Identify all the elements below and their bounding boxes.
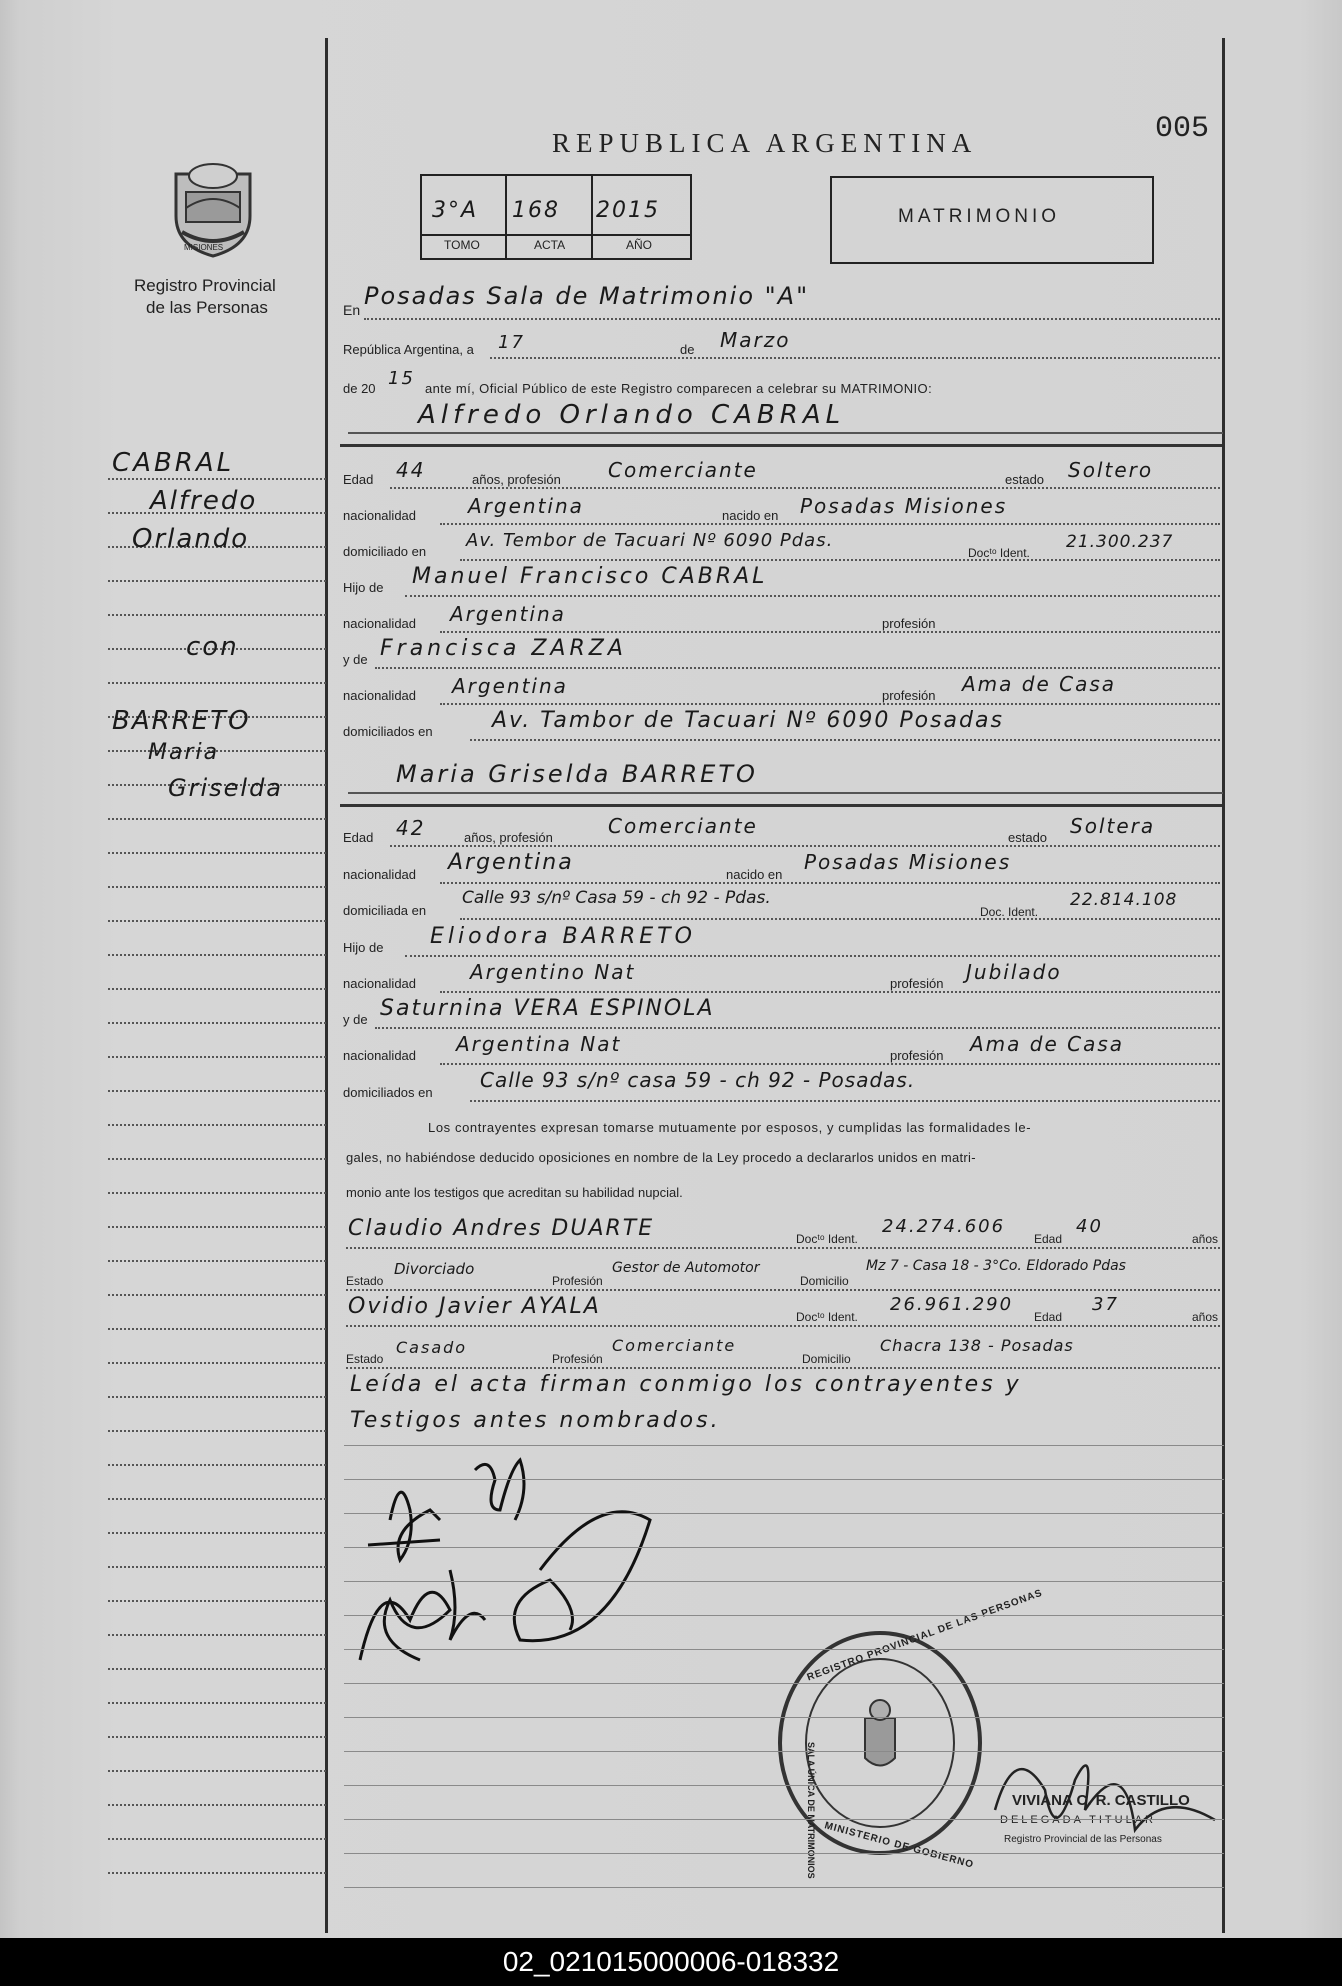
ledger-line [108, 1158, 326, 1160]
ledger-line [108, 682, 326, 684]
groom-father: Manuel Francisco CABRAL [412, 564, 768, 589]
left-margin-rule [325, 38, 328, 1933]
place-dots [364, 318, 1220, 320]
witness1-doc: 24.274.606 [882, 1216, 1006, 1237]
bride-name-heading: Maria Griselda BARRETO [396, 760, 758, 788]
witness1-edad-label: Edad [1034, 1232, 1063, 1246]
official-title: DELEGADA TITULAR [1000, 1814, 1156, 1826]
groom-edad-label: Edad [343, 472, 374, 487]
row-dots [375, 667, 1220, 669]
date-dots [490, 357, 1220, 359]
bride-dom-label: domiciliada en [343, 903, 427, 918]
witness2-anos-label: años [1192, 1310, 1219, 1324]
official-name: VIVIANA C. R. CASTILLO [1012, 1792, 1190, 1809]
bride-father-prof-label: profesión [890, 976, 944, 991]
groom-mother-prof-label: profesión [882, 688, 936, 703]
ledger-line [108, 1498, 326, 1500]
ledger-line [108, 852, 326, 854]
statement: ante mí, Oficial Público de este Registro comparecen a celebrar su MATRIMONIO: [425, 381, 933, 396]
bride-anos-prof-label: años, profesión [464, 830, 553, 845]
ledger-line [108, 818, 326, 820]
margin-groom-first: Alfredo [150, 486, 258, 516]
groom-name-underline [348, 432, 1223, 434]
tomo-label: TOMO [444, 238, 480, 252]
row-dots [346, 1367, 1220, 1369]
witness1-estado: Divorciado [394, 1260, 475, 1278]
ano-label: AÑO [626, 238, 653, 252]
row-dots [440, 991, 1220, 993]
row-dots [390, 845, 1220, 847]
bride-hijo-label: Hijo de [343, 940, 384, 955]
ruled-line [344, 1649, 1224, 1650]
bride-mother-nac-label: nacionalidad [343, 1048, 417, 1063]
witness2-estado: Casado [396, 1338, 468, 1357]
witness1-name: Claudio Andres DUARTE [348, 1216, 655, 1241]
ledger-line [108, 1770, 326, 1772]
witness1-prof-label: Profesión [552, 1274, 603, 1288]
tomo-value: 3°A [432, 198, 479, 223]
margin-con: con [186, 632, 239, 662]
ledger-line [108, 1464, 326, 1466]
row-dots [405, 595, 1220, 597]
ledger-line [108, 1328, 326, 1330]
ledger-line [108, 1226, 326, 1228]
witness2-address: Chacra 138 - Posadas [880, 1336, 1074, 1355]
ledger-line [108, 886, 326, 888]
witness2-edad-label: Edad [1034, 1310, 1063, 1324]
document-id-bar [0, 1938, 1342, 1986]
groom-anos-prof-label: años, profesión [472, 472, 561, 487]
bride-mother-profession: Ama de Casa [970, 1032, 1125, 1056]
witness2-age: 37 [1092, 1294, 1119, 1315]
ceremony-place: Posadas Sala de Matrimonio "A" [364, 282, 810, 310]
ledger-line [108, 1634, 326, 1636]
groom-mother-nac-label: nacionalidad [343, 688, 417, 703]
closing-line1: Leída el acta firman conmigo los contrayentes y [350, 1372, 1022, 1397]
groom-estado: Soltero [1068, 458, 1154, 482]
witness2-name: Ovidio Javier AYALA [348, 1294, 601, 1319]
year-prefix: de 20 [343, 381, 376, 396]
ledger-line [108, 954, 326, 956]
document-id: 02_021015000006-018332 [502, 1946, 840, 1977]
en-label: En [343, 302, 361, 318]
official-signature [985, 1720, 1225, 1860]
ledger-line [108, 1362, 326, 1364]
signatures-graphic [350, 1450, 670, 1680]
bride-father-nac-label: nacionalidad [343, 976, 417, 991]
ruled-line [344, 1887, 1224, 1888]
ledger-line [108, 1532, 326, 1534]
groom-father-prof-label: profesión [882, 616, 936, 631]
row-dots [470, 739, 1220, 741]
ruled-line [344, 1751, 1224, 1752]
witness2-doc-label: Docᵗᵒ Ident. [796, 1310, 858, 1324]
groom-profession: Comerciante [608, 458, 758, 482]
section-separator [340, 444, 1222, 447]
ruled-line [344, 1717, 1224, 1718]
groom-name-intro: Alfredo Orlando CABRAL [418, 400, 846, 430]
row-dots [440, 703, 1220, 705]
ledger-line [108, 988, 326, 990]
ruled-line [344, 1581, 1224, 1582]
stamp-bottom-text: MINISTERIO DE GOBIERNO [823, 1820, 976, 1871]
ledger-line [108, 1804, 326, 1806]
registry-name: Registro Provincial [134, 276, 276, 295]
bride-estado-label: estado [1008, 830, 1048, 845]
row-dots [346, 1325, 1220, 1327]
ceremony-day: 17 [498, 332, 525, 353]
folio-number: 005 [1155, 112, 1210, 146]
groom-mother-profession: Ama de Casa [962, 672, 1117, 696]
groom-doms-label: domiciliados en [343, 724, 433, 739]
ledger-line [108, 1566, 326, 1568]
groom-nacido-label: nacido en [722, 508, 779, 523]
acta-label: ACTA [534, 238, 566, 252]
section-separator [340, 804, 1222, 807]
witness1-estado-label: Estado [346, 1274, 384, 1288]
groom-hijo-label: Hijo de [343, 580, 384, 595]
witness1-age: 40 [1076, 1216, 1103, 1237]
ledger-line [108, 1668, 326, 1670]
bride-estado: Soltera [1070, 814, 1156, 838]
witness1-profession: Gestor de Automotor [612, 1260, 760, 1276]
formal-text-line3: monio ante los testigos que acreditan su habilidad nupcial. [346, 1185, 683, 1200]
row-dots [440, 523, 1220, 525]
ledger-line [108, 1702, 326, 1704]
official-office: Registro Provincial de las Personas [1004, 1834, 1162, 1845]
stamp-outer-text: REGISTRO PROVINCIAL DE LAS PERSONAS [805, 1587, 1045, 1684]
ledger-line [108, 1396, 326, 1398]
ledger-line [108, 1260, 326, 1262]
bride-doc: 22.814.108 [1070, 890, 1178, 910]
stamp-inner-text: SALA ÚNICA DE MATRIMONIOS [806, 1742, 816, 1879]
acta-value: 168 [512, 198, 560, 223]
ruled-line [344, 1615, 1224, 1616]
bride-nacido-label: nacido en [726, 867, 783, 882]
margin-groom-middle: Orlando [132, 524, 250, 554]
bride-parents-address: Calle 93 s/nº casa 59 - ch 92 - Posadas. [480, 1068, 916, 1092]
ledger-line [108, 580, 326, 582]
bride-mother-nationality: Argentina Nat [456, 1032, 622, 1056]
ref-divider [505, 174, 507, 258]
margin-groom-surname: CABRAL [112, 448, 235, 478]
witness2-prof-label: Profesión [552, 1352, 603, 1366]
groom-birthplace: Posadas Misiones [800, 494, 1008, 518]
witness1-address: Mz 7 - Casa 18 - 3°Co. Eldorado Pdas [866, 1258, 1126, 1274]
bride-father: Eliodora BARRETO [430, 924, 696, 949]
ledger-line [108, 1124, 326, 1126]
bride-nac-label: nacionalidad [343, 867, 417, 882]
bride-birthplace: Posadas Misiones [804, 850, 1012, 874]
bride-mother-prof-label: profesión [890, 1048, 944, 1063]
row-dots [460, 918, 1220, 920]
row-dots [440, 1063, 1220, 1065]
bride-name-underline [348, 792, 1223, 794]
ref-divider [591, 174, 593, 258]
bride-father-nationality: Argentino Nat [470, 960, 636, 984]
year-suffix: 15 [388, 368, 415, 389]
groom-doc-label: Docᵗᵒ Ident. [968, 546, 1030, 560]
groom-mother-nationality: Argentina [452, 674, 568, 698]
row-dots [440, 882, 1220, 884]
record-type: MATRIMONIO [898, 206, 1061, 227]
ledger-line [108, 1090, 326, 1092]
ceremony-month: Marzo [720, 328, 791, 352]
margin-bride-surname: BARRETO [112, 706, 251, 736]
ruled-line [344, 1513, 1224, 1514]
ruled-line [344, 1853, 1224, 1854]
bride-address: Calle 93 s/nº Casa 59 - ch 92 - Pdas. [462, 888, 771, 908]
bride-nationality: Argentina [448, 850, 574, 875]
witness1-doc-label: Docᵗᵒ Ident. [796, 1232, 858, 1246]
ledger-line [108, 1056, 326, 1058]
groom-address: Av. Tembor de Tacuari Nº 6090 Pdas. [466, 530, 834, 551]
row-dots [440, 631, 1220, 633]
de-label: de [680, 342, 695, 357]
bride-father-profession: Jubilado [966, 960, 1062, 984]
bride-doms-label: domiciliados en [343, 1085, 433, 1100]
bride-doc-label: Doc. Ident. [980, 905, 1039, 919]
margin-bride-middle: Griselda [168, 774, 284, 802]
ledger-line [108, 1192, 326, 1194]
ref-divider [420, 234, 690, 236]
witness2-profession: Comerciante [612, 1336, 737, 1355]
ruled-line [344, 1547, 1224, 1548]
row-dots [460, 559, 1220, 561]
ruled-line [344, 1785, 1224, 1786]
closing-line2: Testigos antes nombrados. [350, 1408, 721, 1433]
groom-doc: 21.300.237 [1066, 532, 1174, 552]
groom-yde-label: y de [343, 652, 368, 667]
groom-estado-label: estado [1005, 472, 1045, 487]
row-dots [346, 1289, 1220, 1291]
formal-text-line2: gales, no habiéndose deducido oposiciones en nombre de la Ley procedo a declararlos unidos en matri- [346, 1150, 976, 1165]
groom-parents-address: Av. Tambor de Tacuari Nº 6090 Posadas [492, 708, 1004, 733]
formal-text-line1: Los contrayentes expresan tomarse mutuamente por esposos, y cumplidas las formalidades le- [428, 1120, 1032, 1135]
groom-nationality: Argentina [468, 494, 584, 518]
country-title: REPUBLICA ARGENTINA [552, 128, 978, 158]
groom-dom-label: domiciliado en [343, 544, 427, 559]
margin-bride-first: Maria [148, 740, 220, 765]
ledger-line [108, 1600, 326, 1602]
groom-father-nac-label: nacionalidad [343, 616, 417, 631]
ledger-line [108, 920, 326, 922]
bride-edad-label: Edad [343, 830, 374, 845]
ruled-line [344, 1819, 1224, 1820]
groom-mother: Francisca ZARZA [380, 636, 627, 661]
row-dots [390, 487, 1220, 489]
witness2-doc: 26.961.290 [890, 1294, 1014, 1315]
bride-mother: Saturnina VERA ESPINOLA [380, 996, 715, 1021]
ruled-line [344, 1479, 1224, 1480]
ledger-line [108, 478, 326, 480]
witness1-anos-label: años [1192, 1232, 1219, 1246]
row-dots [375, 1027, 1220, 1029]
ledger-line [108, 1872, 326, 1874]
row-dots [405, 955, 1220, 957]
witness2-dom-label: Domicilio [802, 1352, 851, 1366]
bride-profession: Comerciante [608, 814, 758, 838]
ledger-line [108, 614, 326, 616]
ledger-line [108, 1022, 326, 1024]
registry-name-line2: de las Personas [146, 298, 268, 317]
groom-father-nationality: Argentina [450, 602, 566, 626]
emblem-caption: MISIONES [184, 243, 224, 252]
witness1-dom-label: Domicilio [800, 1274, 849, 1288]
groom-nac-label: nacionalidad [343, 508, 417, 523]
row-dots [470, 1100, 1220, 1102]
ledger-line [108, 1430, 326, 1432]
ledger-line [108, 1838, 326, 1840]
row-dots [346, 1247, 1220, 1249]
witness2-estado-label: Estado [346, 1352, 384, 1366]
republic-label: República Argentina, a [343, 342, 474, 357]
groom-age: 44 [396, 458, 426, 482]
ledger-line [108, 1736, 326, 1738]
ledger-line [108, 1294, 326, 1296]
bride-yde-label: y de [343, 1012, 368, 1027]
ano-value: 2015 [596, 198, 660, 223]
ruled-line [344, 1683, 1224, 1684]
ruled-line [344, 1445, 1224, 1446]
bride-age: 42 [396, 816, 426, 840]
